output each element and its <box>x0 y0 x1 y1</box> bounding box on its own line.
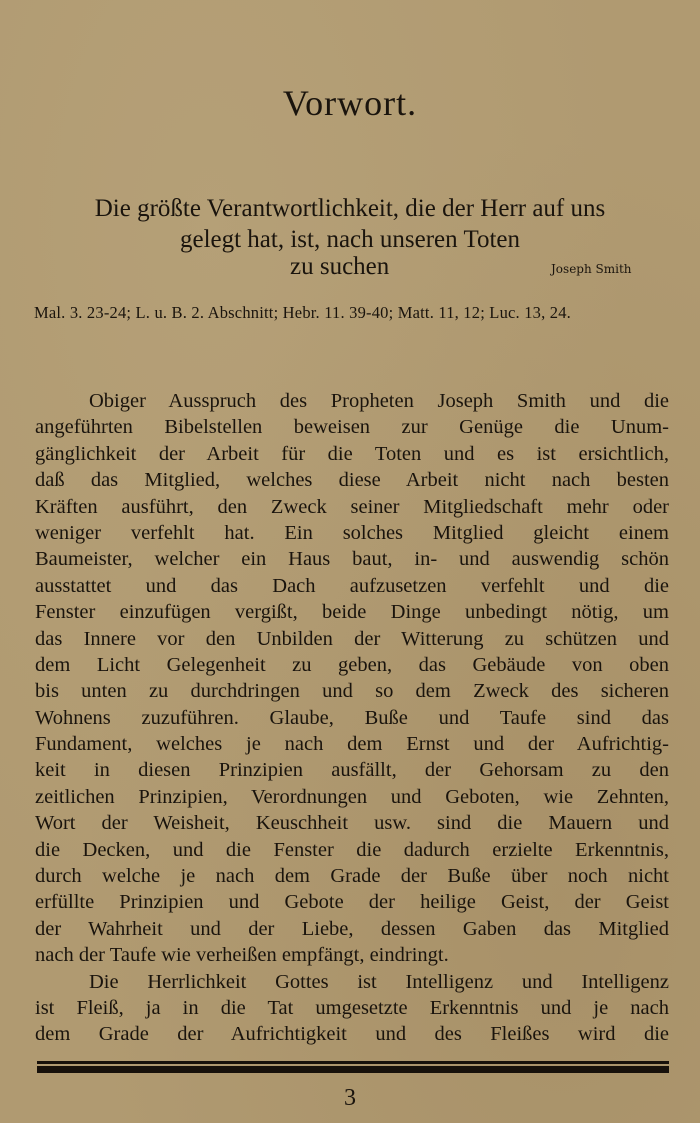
text-line: die Decken, und die Fenster die dadurch erzielte Erkenntnis, <box>35 838 669 861</box>
text-line: ist Fleiß, ja in die Tat umgesetzte Erkenntnis und je nach <box>35 996 669 1019</box>
text-line: daß das Mitglied, welches diese Arbeit nicht nach besten <box>35 469 669 492</box>
text-line: weniger verfehlt hat. Ein solches Mitglied gleicht einem <box>35 521 669 544</box>
text-line: Wohnens zuzuführen. Glaube, Buße und Taufe sind das <box>35 706 669 729</box>
text-line: nach der Taufe wie verheißen empfängt, eindringt. <box>35 944 449 967</box>
text-line: Obiger Ausspruch des Propheten Joseph Smith und die <box>89 390 669 412</box>
text-line: bis unten zu durchdringen und so dem Zweck des sicheren <box>35 680 669 703</box>
epigraph-quote <box>30 193 670 255</box>
page-number: 3 <box>344 1085 356 1111</box>
quote-line: zu suchen <box>290 253 390 280</box>
text-line: Wort der Weisheit, Keuschheit usw. sind die Mauern und <box>35 812 669 835</box>
text-line: das Innere vor den Unbilden der Witterung zu schützen und <box>35 627 669 650</box>
quote-line: gelegt hat, ist, nach unseren Toten <box>179 226 521 253</box>
footer-rule-thick <box>37 1066 669 1073</box>
quote-line: Die größte Verantwortlichkeit, die der Herr auf uns <box>94 195 606 222</box>
scripture-references: Mal. 3. 23-24; L. u. B. 2. Abschnitt; Hebr. 11. 39-40; Matt. 11, 12; Luc. 13, 24. <box>34 303 571 322</box>
page-title: Vorwort. <box>282 83 418 123</box>
text-line: Kräften ausführt, den Zweck seiner Mitgliedschaft mehr oder <box>35 495 669 518</box>
footer-rule-thin <box>37 1061 669 1064</box>
text-line: Baumeister, welcher ein Haus baut, in- und auswendig schön <box>35 548 669 571</box>
text-line: dem Licht Gelegenheit zu geben, das Gebäude von oben <box>35 653 669 676</box>
text-line: erfüllte Prinzipien und Gebote der heilige Geist, der Geist <box>35 891 669 914</box>
text-line: angeführten Bibelstellen beweisen zur Genüge die Unum- <box>35 416 669 439</box>
text-line: Fundament, welches je nach dem Ernst und der Aufrichtig- <box>35 733 669 756</box>
text-line: keit in diesen Prinzipien ausfällt, der Gehorsam zu den <box>35 759 669 782</box>
quote-author: Joseph Smith <box>551 262 632 276</box>
text-line: Die Herrlichkeit Gottes ist Intelligenz und Intelligenz <box>89 970 669 993</box>
body-text <box>35 388 669 1048</box>
text-line: Fenster einzufügen vergißt, beide Dinge unbedingt nötig, um <box>35 601 669 624</box>
text-line: zeitlichen Prinzipien, Verordnungen und Geboten, wie Zehnten, <box>35 785 669 808</box>
text-line: der Wahrheit und der Liebe, dessen Gaben das Mitglied <box>35 917 669 940</box>
text-line: ausstattet und das Dach aufzusetzen verfehlt und die <box>35 574 669 597</box>
text-line: gänglichkeit der Arbeit für die Toten und es ist ersichtlich, <box>35 442 669 465</box>
text-line: durch welche je nach dem Grade der Buße über noch nicht <box>35 865 669 888</box>
text-line: dem Grade der Aufrichtigkeit und des Fleißes wird die <box>35 1023 669 1046</box>
